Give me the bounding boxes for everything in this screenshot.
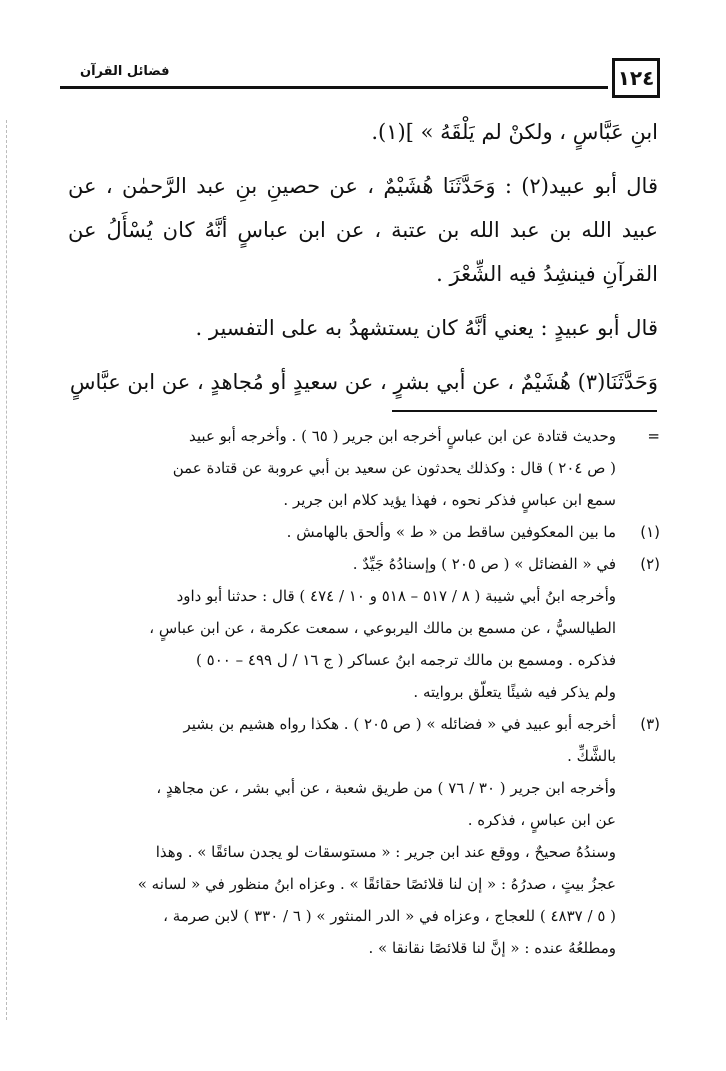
paragraph: قال أبو عبيدٍ : يعني أنَّهُ كان يستشهدُ به على التفسير . (195, 316, 658, 340)
footnote-marker: = (647, 427, 660, 445)
footnote-line: ما بين المعكوفين ساقط من « ط » وألحق بالهامش . (286, 523, 616, 541)
footnote-line: ومطلعُهُ عنده : « إنَّ لنا قلائصًا نقانقا » . (368, 939, 616, 957)
footnote-2 (22, 548, 660, 708)
paragraph: قال أبو عبيد(٢) : وَحَدَّثَنَا هُشَيْمٌ ، عن حصينِ بنِ عبد الرَّحمٰن ، عن عبيد الله بن عبد الله بن عتبة ، عن ابن عباسٍ أنَّهُ كان يُسْأَلُ عن القرآنِ فينشِدُ فيه الشِّعْرَ . (68, 174, 658, 286)
main-text (68, 110, 658, 404)
footnotes (22, 420, 660, 964)
page-header (60, 58, 660, 102)
footnote-marker: (٢) (640, 555, 660, 573)
footnote-marker: (٣) (640, 715, 660, 733)
footnote-line: ولم يذكر فيه شيئًا يتعلّق بروايته . (413, 683, 616, 701)
footnote-3 (22, 708, 660, 964)
footnote-line: ( ٥ / ٤٨٣٧ ) للعجاج ، وعزاه في « الدر المنثور » ( ٦ / ٣٣٠ ) لابن صرمة ، (163, 907, 616, 925)
footnote-continuation (22, 420, 660, 516)
footnote-line: وأخرجه ابنُ أبي شيبة ( ٨ / ٥١٧ – ٥١٨ و ١٠ / ٤٧٤ ) قال : حدثنا أبو داود (176, 587, 616, 605)
footnote-line: وسندُهُ صحيحٌ ، ووقع عند ابن جرير : « مستوسقات لو يجدن سائقًا » . وهذا (155, 843, 616, 861)
footnote-1 (22, 516, 660, 548)
footnote-marker: (١) (640, 523, 660, 541)
page-edge (6, 120, 8, 1020)
header-rule (60, 86, 608, 89)
page-number: ١٢٤ (612, 58, 660, 98)
footnote-line: في « الفضائل » ( ص ٢٠٥ ) وإسنادُهُ جَيِّدٌ . (352, 555, 616, 573)
footnote-line: وأخرجه ابن جرير ( ٣٠ / ٧٦ ) من طريق شعبة ، عن أبي بشر ، عن مجاهدٍ ، (156, 779, 616, 797)
paragraph: ابنِ عَبَّاسٍ ، ولكنْ لم يَلْقَهُ » ](١). (371, 120, 658, 144)
footnote-line: سمع ابن عباسٍ فذكر نحوه ، فهذا يؤيد كلام ابن جرير . (283, 491, 616, 509)
running-title: فضائل القرآن (80, 64, 170, 79)
paragraph: وَحَدَّثَنَا(٣) هُشَيْمٌ ، عن أبي بشرٍ ، عن سعيدٍ أو مُجاهدٍ ، عن ابن عبَّاسٍ (69, 370, 658, 394)
footnote-line: بالشَّكِّ . (567, 747, 616, 765)
footnote-line: عجزُ بيتٍ ، صدرُهُ : « إن لنا قلائصًا حقائقًا » . وعزاه ابنُ منظور في « لسانه » (137, 875, 616, 893)
footnote-line: عن ابن عباسٍ ، فذكره . (467, 811, 616, 829)
footnote-line: أخرجه أبو عبيد في « فضائله » ( ص ٢٠٥ ) . هكذا رواه هشيم بن بشير (183, 715, 616, 733)
footnote-line: فذكره . ومسمع بن مالك ترجمه ابنُ عساكر ( ج ١٦ / ل ٤٩٩ – ٥٠٠ ) (196, 651, 616, 669)
footnote-line: الطيالسيُّ ، عن مسمع بن مالك اليربوعي ، سمعت عكرمة ، عن ابن عباسٍ ، (149, 619, 616, 637)
footnote-line: وحديث قتادة عن ابن عباسٍ أخرجه ابن جرير ( ٦٥ ) . وأخرجه أبو عبيد (189, 427, 616, 445)
footnote-line: ( ص ٢٠٤ ) قال : وكذلك يحدثون عن سعيد بن أبي عروبة عن قتادة عمن (172, 459, 616, 477)
footnote-separator (392, 410, 657, 412)
